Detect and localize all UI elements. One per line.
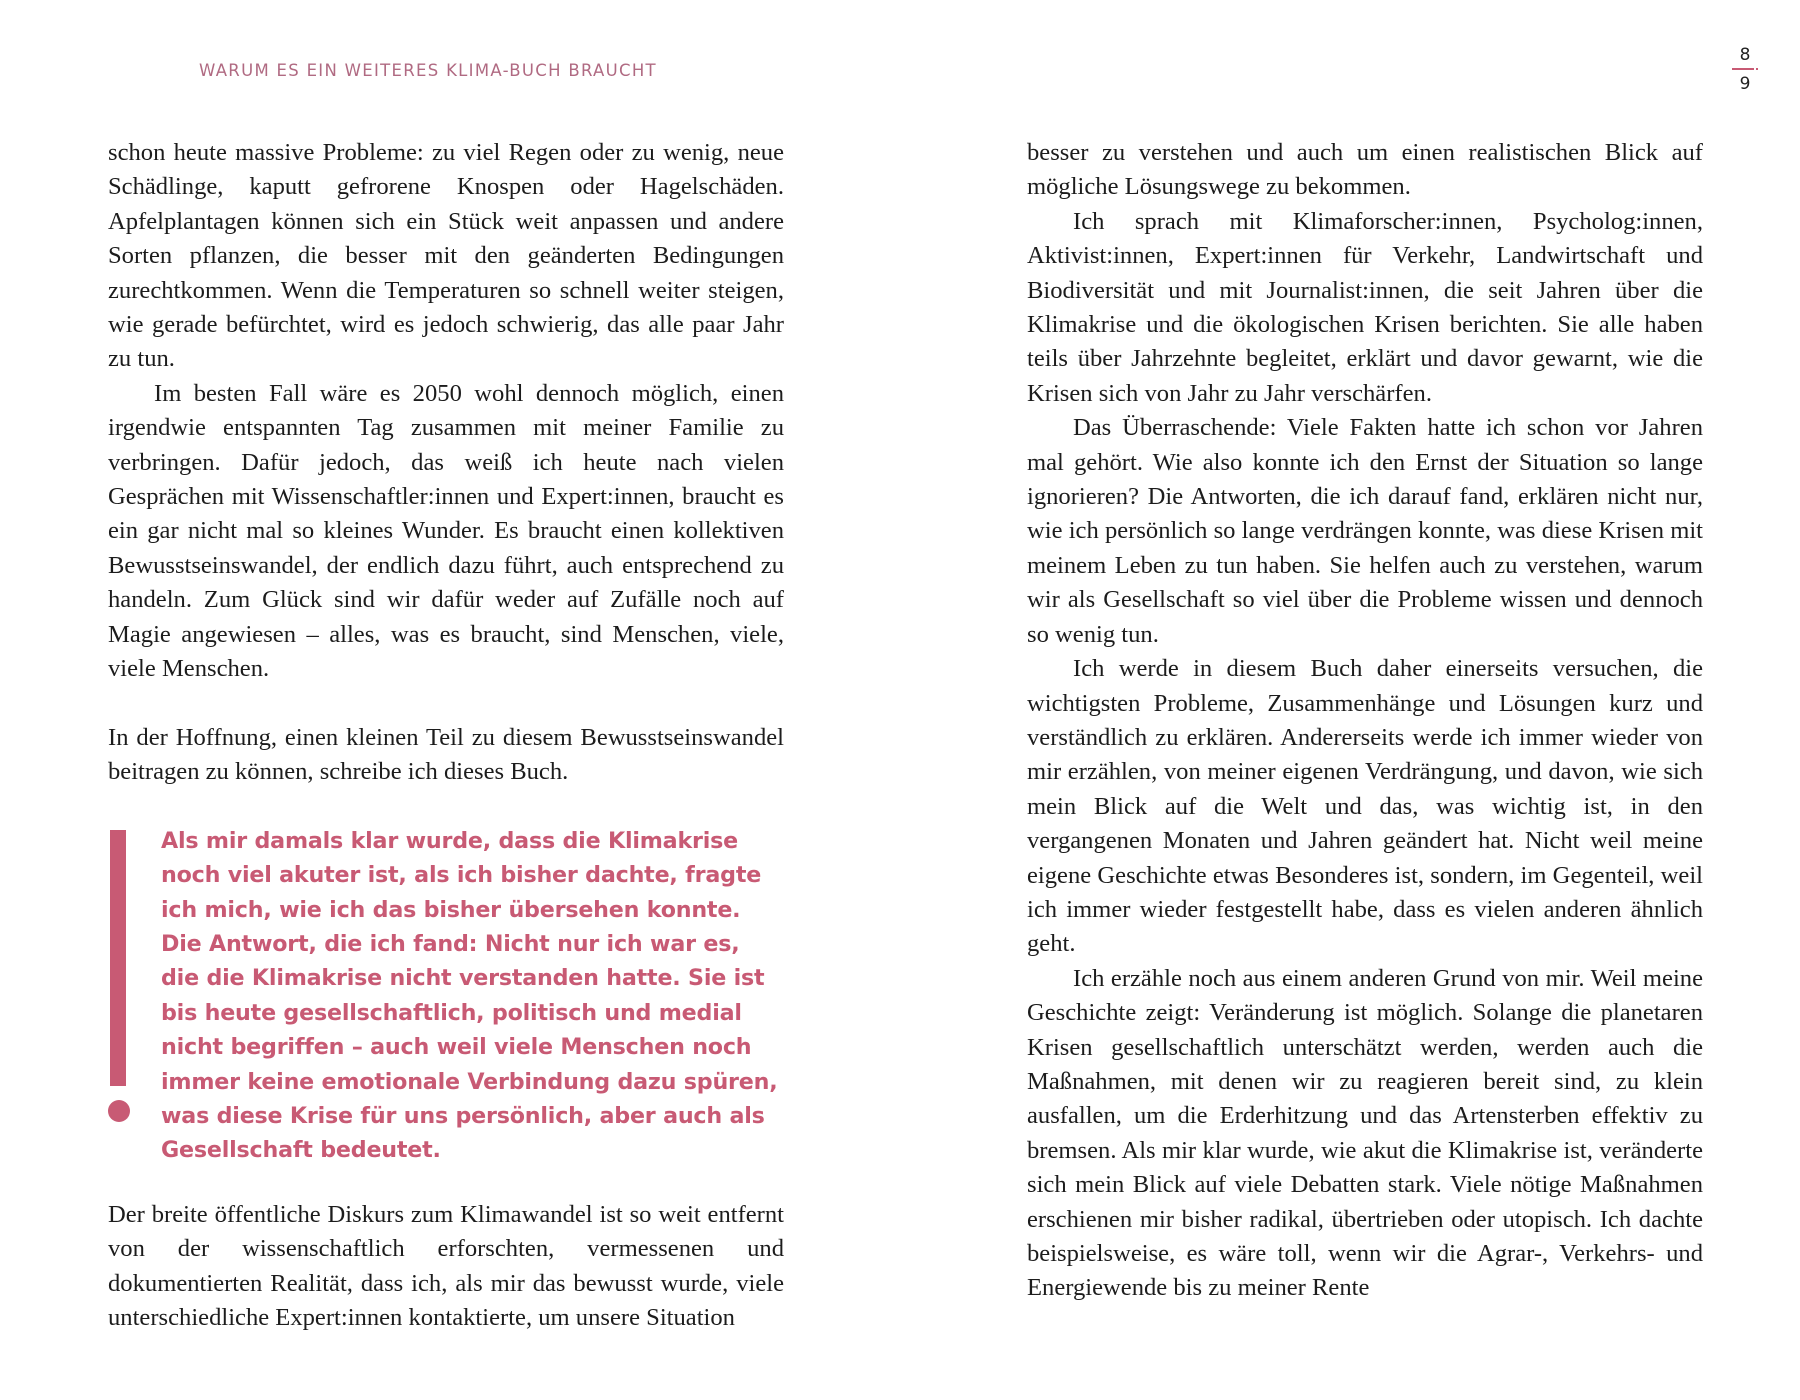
paragraph: Das Überraschende: Viele Fakten hatte ich schon vor Jahren mal gehört. Wie also konnte ich den Ernst der Situation so lange ignorieren? Die Antworten, die ich darauf fand, erklären nicht nur, wie ich persönlich so lange verdrängen konnte, was diese Krisen mit meinem Leben zu tun haben. Sie helfen auch zu verstehen, warum wir als Gesellschaft so viel über die Probleme wissen und dennoch so wenig tun.	[1027, 414, 1703, 648]
running-head: WARUM ES EIN WEITERES KLIMA-BUCH BRAUCHT	[199, 61, 657, 80]
pull-quote-text: Als mir damals klar wurde, dass die Klimakrise noch viel akuter ist, als ich bisher dachte, fragte ich mich, wie ich das bisher übersehen konnte. Die Antwort, die ich fand: Nicht nur ich war es, die die Klimakrise nicht verstanden hatte. Sie ist bis heute gesellschaftlich, politisch und medial nicht begriffen – auch weil viele Menschen noch immer keine emotionale Verbindung dazu spüren, was diese Krise für uns persönlich, aber auch als Gesellschaft bedeutet.	[161, 827, 778, 1164]
paragraph: Ich werde in diesem Buch daher einerseits versuchen, die wichtigsten Probleme, Zusammenhänge und Lösungen kurz und verständlich zu erklären. Andererseits werde ich immer wieder von mir erzählen, von meiner eigenen Verdrängung, und davon, wie sich mein Blick auf die Welt und das, was wichtig ist, in den vergangenen Monaten und Jahren geändert hat. Nicht weil meine eigene Geschichte etwas Besonderes ist, sondern, im Gegenteil, weil ich immer wieder festgestellt habe, dass es vielen anderen ähnlich geht.	[1027, 655, 1703, 958]
paragraph: Ich sprach mit Klimaforscher:innen, Psycholog:innen, Aktivist:innen, Expert:innen für Verkehr, Landwirtschaft und Biodiversität und mit Journalist:innen, die seit Jahren über die Klimakrise und die ökologischen Krisen berichten. Sie alle haben teils über Jahrzehnte begleitet, erklärt und davor gewarnt, wie die Krisen sich von Jahr zu Jahr verschärfen.	[1027, 207, 1703, 407]
page-number-right: 9	[1739, 74, 1751, 94]
paragraph: besser zu verstehen und auch um einen realistischen Blick auf mögliche Lösungswege zu bekommen.	[1027, 139, 1703, 201]
pull-quote	[108, 824, 784, 1168]
quote-bar-icon	[110, 830, 126, 1086]
paragraph-gap	[108, 687, 784, 721]
page-numbers	[1722, 44, 1768, 95]
folio-divider	[1732, 68, 1754, 70]
paragraph: schon heute massive Probleme: zu viel Regen oder zu wenig, neue Schädlinge, kaputt gefrorene Knospen oder Hagelschäden. Apfelplantagen können sich ein Stück weit anpassen und andere Sorten pflanzen, die besser mit den geänderten Bedingungen zurechtkommen. Wenn die Temperaturen so schnell weiter steigen, wie gerade befürchtet, wird es jedoch schwierig, das alle paar Jahr zu tun.	[108, 139, 784, 373]
paragraph: Im besten Fall wäre es 2050 wohl dennoch möglich, einen irgendwie entspannten Tag zusammen mit meiner Familie zu verbringen. Dafür jedoch, das weiß ich heute nach vielen Gesprächen mit Wissenschaftler:innen und Expert:innen, braucht es ein gar nicht mal so kleines Wunder. Es braucht einen kollektiven Bewusstseinswandel, der endlich dazu führt, auch entsprechend zu handeln. Zum Glück sind wir dafür weder auf Zufälle noch auf Magie angewiesen – alles, was es braucht, sind Menschen, viele, viele Menschen.	[108, 379, 784, 683]
page-number-left: 8	[1739, 45, 1751, 65]
left-page-column	[108, 136, 784, 1335]
quote-dot-icon	[108, 1100, 130, 1122]
folio-dot	[1756, 68, 1758, 70]
paragraph: Der breite öffentliche Diskurs zum Klimawandel ist so weit entfernt von der wissenschaftlich erforschten, vermessenen und dokumentierten Realität, dass ich, als mir das bewusst wurde, viele unterschiedliche Expert:innen kontaktierte, um unsere Situation	[108, 1200, 784, 1331]
paragraph: In der Hoffnung, einen kleinen Teil zu diesem Bewusstseinswandel beitragen zu können, schreibe ich dieses Buch.	[108, 723, 784, 786]
paragraph: Ich erzähle noch aus einem anderen Grund von mir. Weil meine Geschichte zeigt: Veränderung ist möglich. Solange die planetaren Krisen gesellschaftlich unterschätzt werden, werden auch die Maßnahmen, mit denen wir zu reagieren bereit sind, zu klein ausfallen, um die Erderhitzung und das Artensterben effektiv zu bremsen. Als mir klar wurde, wie akut die Klimakrise ist, veränderte sich mein Blick auf viele Debatten stark. Viele nötige Maßnahmen erschienen mir bisher radikal, übertrieben oder utopisch. Ich dachte beispielsweise, es wäre toll, wenn wir die Agrar-, Verkehrs- und Energiewende bis zu meiner Rente	[1027, 964, 1703, 1302]
right-page-column	[1027, 136, 1703, 1306]
